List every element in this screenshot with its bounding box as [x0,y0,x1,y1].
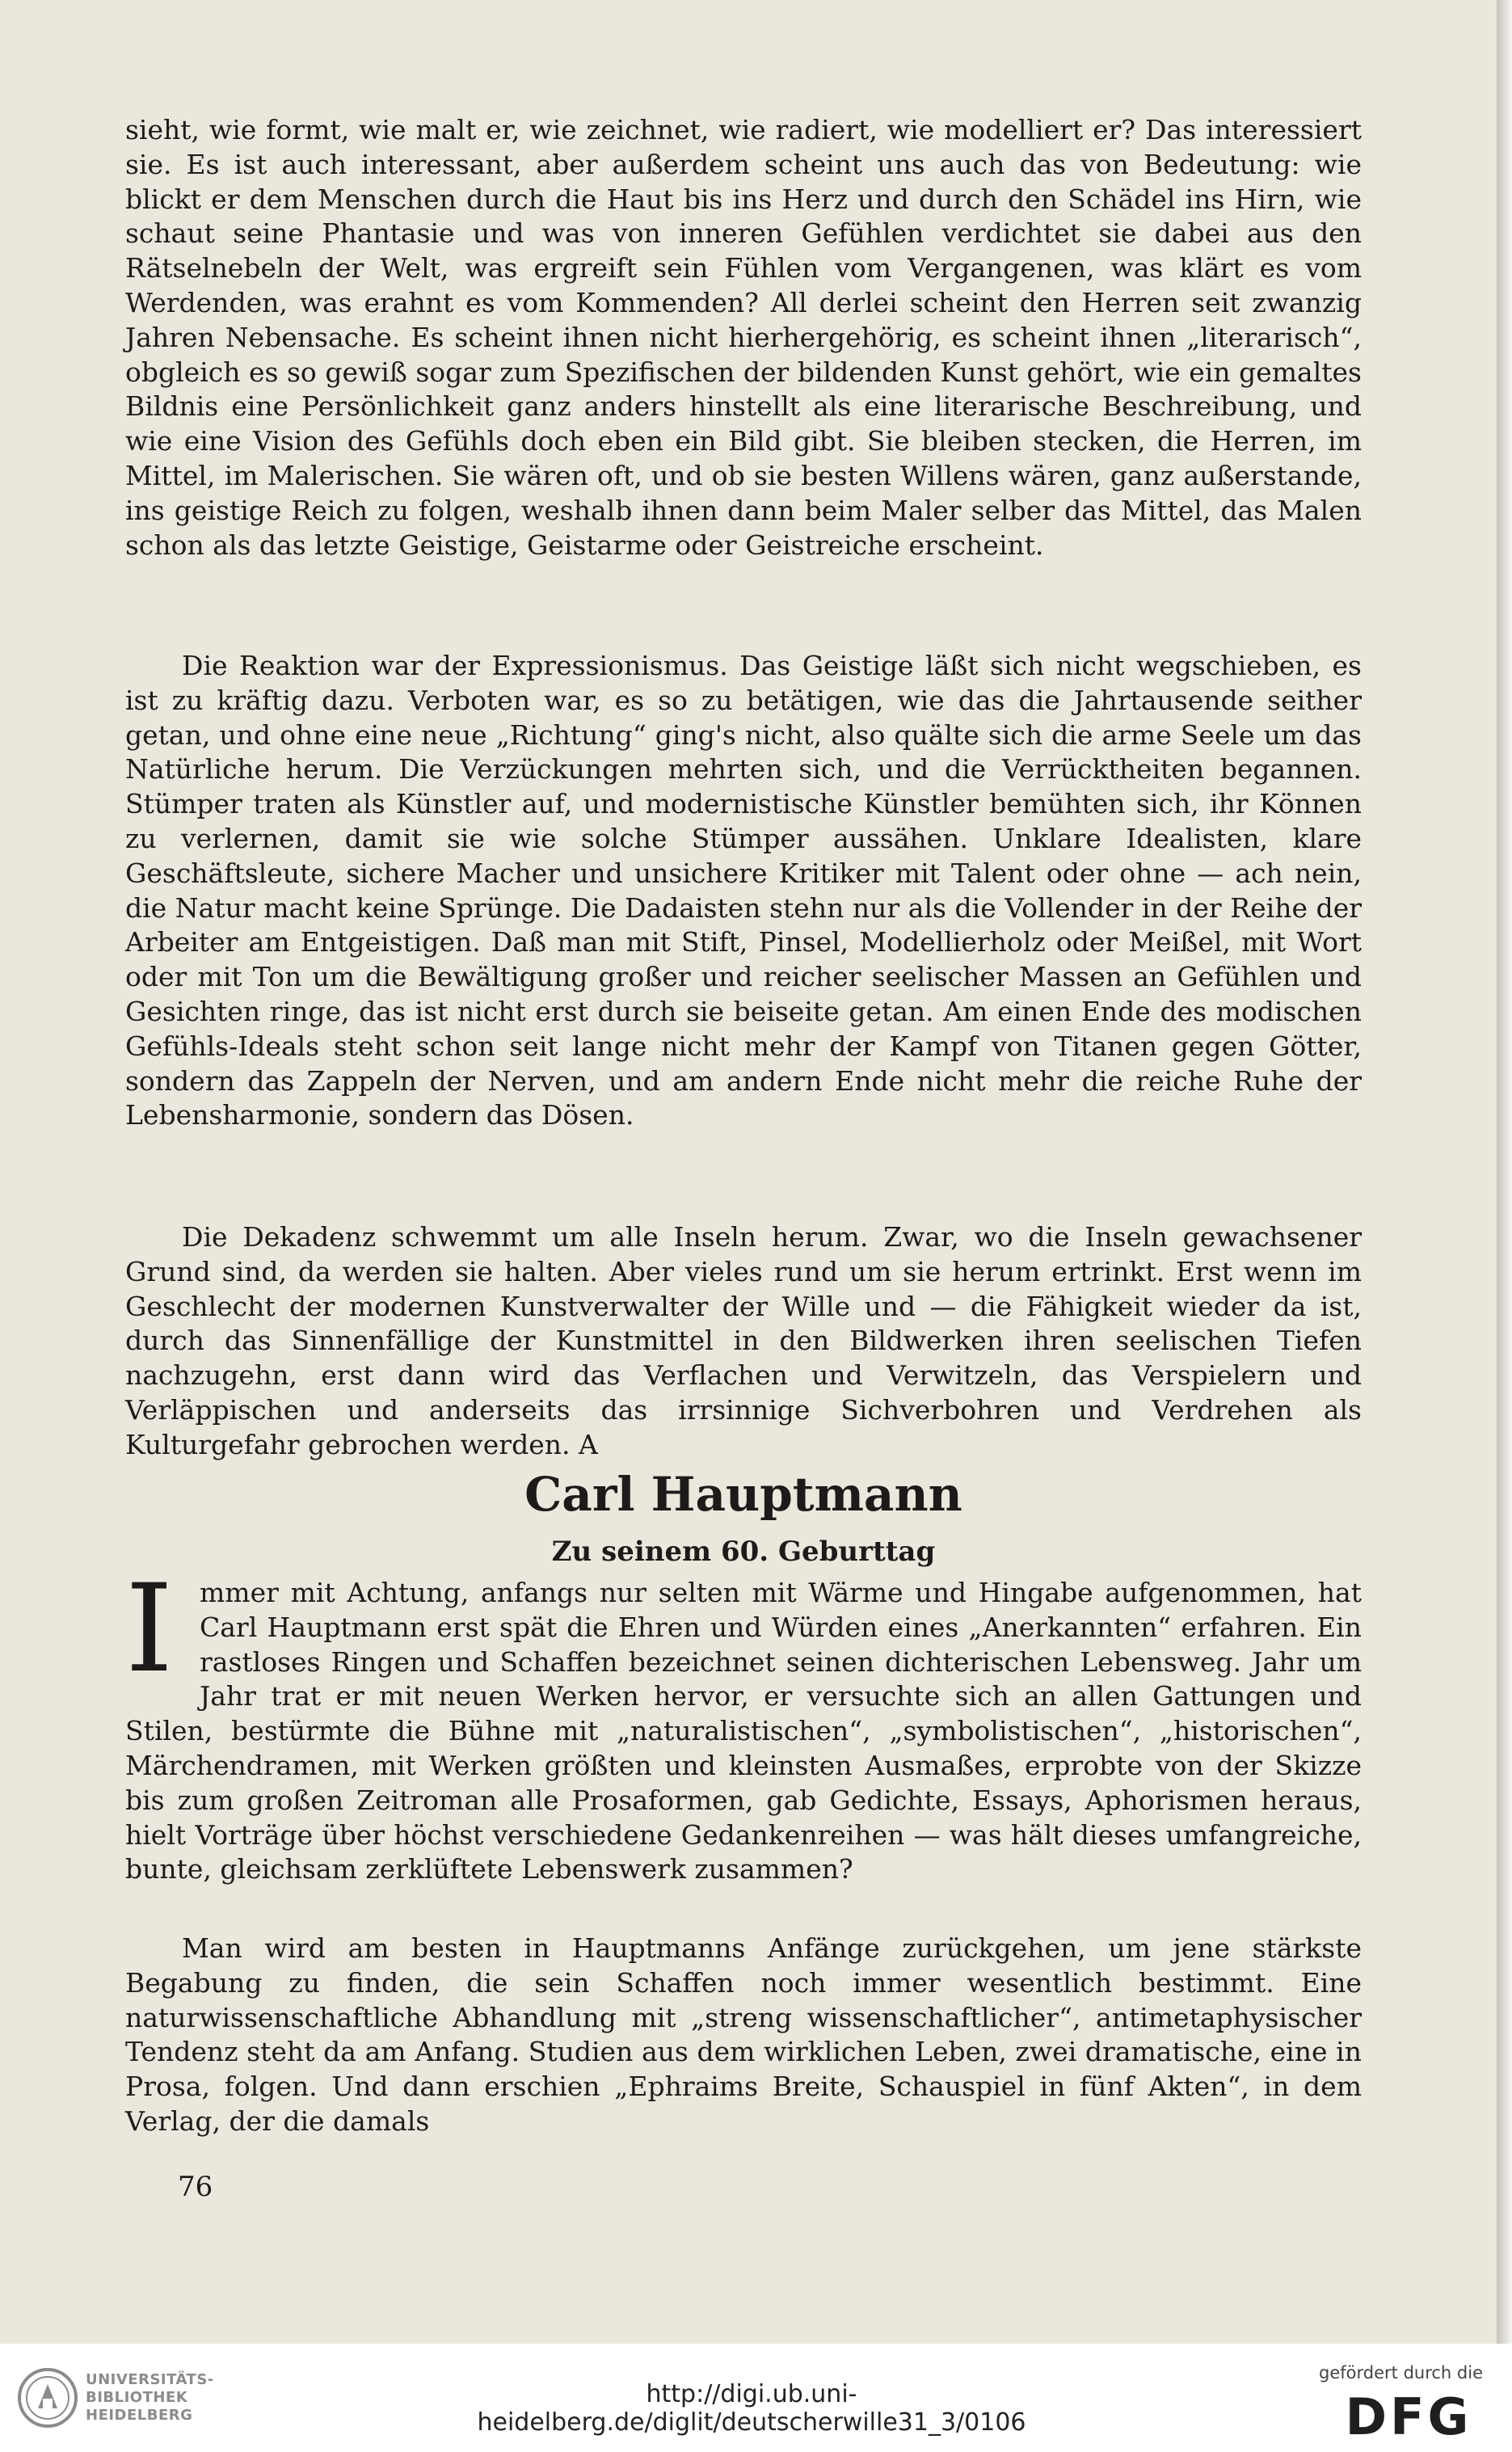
funder-note: gefördert durch die [1319,2363,1483,2382]
article-second-paragraph: Man wird am besten in Hauptmanns Anfänge zurückgehen, um jene stärkste Begabung zu finden, die sein Schaffen noch immer wesentlich bestimmt. Eine naturwissenschaftliche Abhandlung mit „streng wissenschaftlicher“, antimetaphysischer Tendenz steht da am Anfang. Studien aus dem wirklichen Leben, zwei dramatische, eine in Prosa, folgen. Und dann erschien „Ephraims Breite, Schauspiel in fünf Akten“, in dem Verlag, der die damals [125,1932,1362,2137]
university-seal-icon [16,2366,79,2429]
paragraph-expressionism: Die Reaktion war der Expressionismus. Das Geistige läßt sich nicht wegschieben, es ist zu kräftig dazu. Verboten war, es so zu betätigen, wie das die Jahrtausende seither getan, und ohne eine neue „Richtung“ ging's nicht, also quälte sich die arme Seele um das Natürliche herum. Die Verzückungen mehrten sich, und die Verrücktheiten begannen. Stümper traten als Künstler auf, und modernistische Künstler bemühten sich, ihr Können zu verlernen, damit sie wie solche Stümper aussähen. Unklare Idealisten, klare Geschäftsleute, sichere Macher und unsichere Kritiker mit Talent oder ohne — ach nein, die Natur macht keine Sprünge. Die Dadaisten stehn nur als die Vollender in der Reihe der Arbeiter am Entgeistigen. Daß man mit Stift, Pinsel, Modellierholz oder Meißel, mit Wort oder mit Ton um die Bewältigung großer und reicher seelischer Massen an Gefühlen und Gesichten ringe, das ist nicht erst durch sie beiseite getan. Am einen Ende des modischen Gefühls-Ideals steht schon seit lange nicht mehr der Kampf von Titanen gegen Götter, sondern das Zappeln der Nerven, und am andern Ende nicht mehr die reiche Ruhe der Lebensharmonie, sondern das Dösen. [125,650,1362,1131]
paragraph-decadence: Die Dekadenz schwemmt um alle Inseln herum. Zwar, wo die Inseln gewachsener Grund sind, da werden sie halten. Aber vieles rund um sie herum ertrinkt. Erst wenn im Geschlecht der modernen Kunstverwalter der Wille und — die Fähigkeit wieder da ist, durch das Sinnenfällige der Kunstmittel in den Bildwerken ihren seelischen Tiefen nachzugehn, erst dann wird das Verflachen und Verwitzeln, das Verspielern und Verläppischen und anderseits das irrsinnige Sichverbohren und Verdrehen als Kulturgefahr gebrochen werden. A [125,1221,1362,1460]
library-name-line: HEIDELBERG [86,2407,193,2424]
drop-cap: I [125,1559,174,1700]
page-edge-shadow [1497,0,1512,2344]
library-name-line: UNIVERSITÄTS- [86,2371,214,2388]
article-first-paragraph [125,1559,1362,1887]
page-number: 76 [178,2171,213,2203]
article-subtitle: Zu seinem 60. Geburttag [551,1536,936,1568]
dfg-logo-icon [1333,2392,1484,2439]
source-url-link[interactable]: http://digi.ub.uni-heidelberg.de/diglit/deutscherwille31_3/0106 [477,2380,1026,2437]
svg-text:DFG: DFG [1345,2392,1472,2439]
article-first-paragraph-text: mmer mit Achtung, anfangs nur selten mit Wärme und Hingabe aufgenommen, hat Carl Hauptmann erst spät die Ehren und Würden eines „Anerkannten“ erfahren. Ein rastloses Ringen und Schaffen bezeichnet seinen dichterischen Lebensweg. Jahr um Jahr trat er mit neuen Werken hervor, er versuchte sich an allen Gattungen und Stilen, bestürmte die Bühne mit „naturalistischen“, „symbolistischen“, „historischen“, Märchendramen, mit Werken größten und kleinsten Ausmaßes, erprobte von der Skizze bis zum großen Zeitroman alle Prosaformen, gab Gedichte, Essays, Aphorismen heraus, hielt Vorträge über höchst verschiedene Gedankenreihen — was hält dieses umfangreiche, bunte, gleichsam zerklüftete Lebenswerk zusammen? [125,1577,1362,1885]
article-title: Carl Hauptmann [524,1467,962,1522]
library-name-line: BIBLIOTHEK [86,2389,188,2406]
library-name [86,2371,214,2425]
paragraph-continued: sieht, wie formt, wie malt er, wie zeichnet, wie radiert, wie modelliert er? Das interessiert sie. Es ist auch interessant, aber außerdem scheint uns auch das von Bedeutung: wie blickt er dem Menschen durch die Haut bis ins Herz und durch den Schädel ins Hirn, wie schaut seine Phantasie und was von inneren Gefühlen verdichtet sie dabei aus den Rätselnebeln der Welt, was ergreift sein Fühlen vom Vergangenen, was klärt es vom Werdenden, was erahnt es vom Kommenden? All derlei scheint den Herren seit zwanzig Jahren Nebensache. Es scheint ihnen nicht hierhergehörig, es scheint ihnen „literarisch“, obgleich es so gewiß sogar zum Spezifischen der bildenden Kunst gehört, wie ein gemaltes Bildnis eine Persönlichkeit ganz anders hinstellt als eine literarische Beschreibung, und wie eine Vision des Gefühls doch eben ein Bild gibt. Sie bleiben stecken, die Herren, im Mittel, im Malerischen. Sie wären oft, und ob sie besten Willens wären, ganz außerstande, ins geistige Reich zu folgen, weshalb ihnen dann beim Maler selber das Mittel, das Malen schon als das letzte Geistige, Geistarme oder Geistreiche erscheint. [125,114,1362,561]
